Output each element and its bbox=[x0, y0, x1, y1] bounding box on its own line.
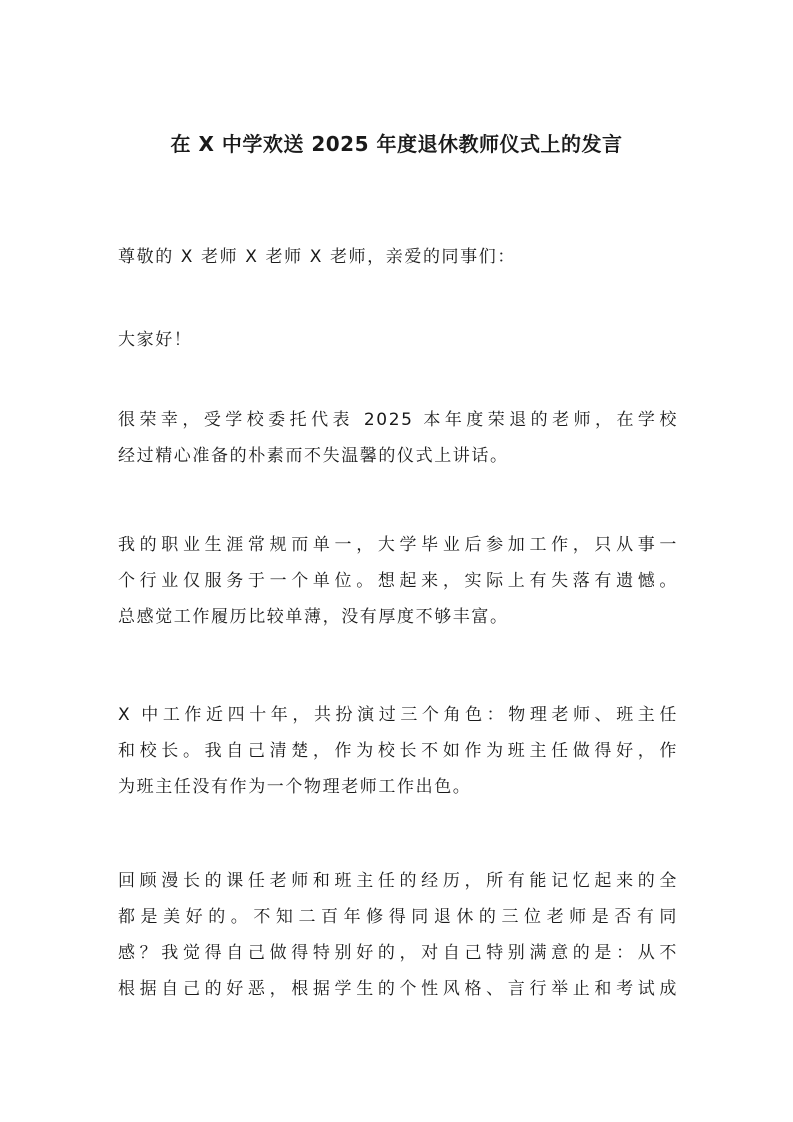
body-paragraph bbox=[118, 863, 678, 1007]
paragraph-line: 和校长。我自己清楚，作为校长不如作为班主任做得好，作 bbox=[118, 741, 678, 761]
paragraph-line: 很荣幸，受学校委托代表 2025 本年度荣退的老师，在学校 bbox=[118, 410, 678, 430]
salutation-paragraph bbox=[118, 239, 678, 275]
paragraph-line: 回顾漫长的课任老师和班主任的经历，所有能记忆起来的全 bbox=[118, 871, 678, 891]
body-paragraph bbox=[118, 402, 678, 474]
paragraph-line: 尊敬的 X 老师 X 老师 X 老师，亲爱的同事们： bbox=[118, 247, 516, 267]
paragraph-line: 都是美好的。不知二百年修得同退休的三位老师是否有同 bbox=[118, 907, 678, 927]
greeting-paragraph bbox=[118, 322, 678, 358]
paragraph-line: 经过精心准备的朴素而不失温馨的仪式上讲话。 bbox=[118, 446, 509, 466]
paragraph-line: 个行业仅服务于一个单位。想起来，实际上有失落有遗憾。 bbox=[118, 571, 678, 591]
paragraph-line: 总感觉工作履历比较单薄，没有厚度不够丰富。 bbox=[118, 607, 509, 627]
paragraph-line: 为班主任没有作为一个物理老师工作出色。 bbox=[118, 777, 472, 797]
document-title: 在 X 中学欢送 2025 年度退休教师仪式上的发言 bbox=[170, 132, 623, 156]
paragraph-line: 根据自己的好恶，根据学生的个性风格、言行举止和考试成 bbox=[118, 979, 678, 999]
paragraph-line: 大家好！ bbox=[118, 330, 193, 350]
body-paragraph bbox=[118, 527, 678, 635]
body-paragraph bbox=[118, 697, 678, 805]
paragraph-line: 我的职业生涯常规而单一，大学毕业后参加工作，只从事一 bbox=[118, 535, 678, 555]
paragraph-line: X 中工作近四十年，共扮演过三个角色：物理老师、班主任 bbox=[118, 705, 678, 725]
paragraph-line: 感？我觉得自己做得特别好的，对自己特别满意的是：从不 bbox=[118, 943, 678, 963]
